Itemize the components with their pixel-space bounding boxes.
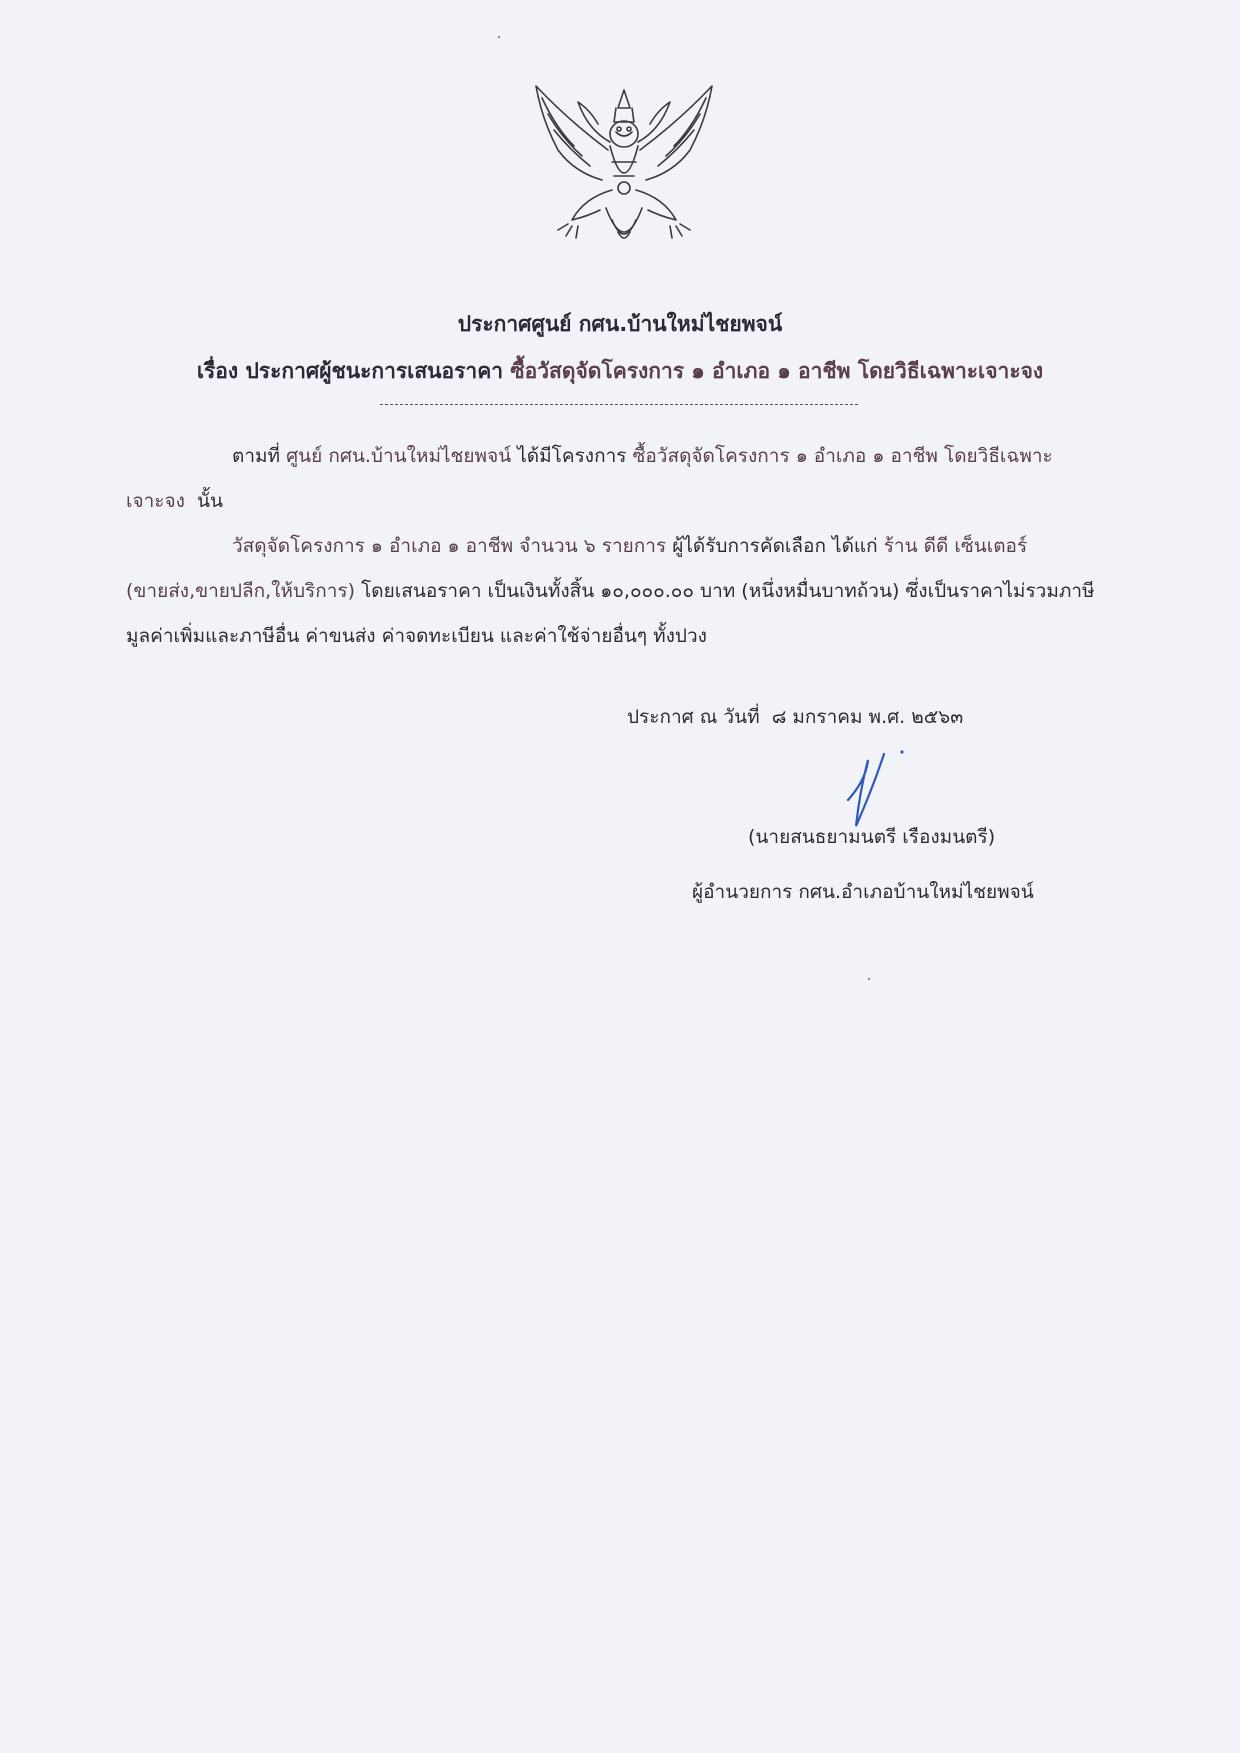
p2-vendor: ร้าน ดีดี เซ็นเตอร์ (ขายส่ง,ขายปลีก,ให้บริการ) [126, 535, 1028, 602]
garuda-emblem-icon [528, 80, 720, 260]
p2-items: วัสดุจัดโครงการ ๑ อำเภอ ๑ อาชีพ จำนวน ๖ รายการ [232, 535, 667, 557]
announcement-date [627, 702, 963, 732]
paragraph-project [126, 434, 1098, 524]
subject-highlight: ซื้อวัสดุจัดโครงการ ๑ อำเภอ ๑ อาชีพ โดยวิธีเฉพาะเจาะจง [510, 359, 1044, 383]
handwritten-signature [838, 740, 918, 830]
p1-office: ศูนย์ กศน.บ้านใหม่ไชยพจน์ [286, 445, 512, 467]
p1-project-name: ซื้อวัสดุจัดโครงการ ๑ อำเภอ ๑ อาชีพ โดยวิธีเฉพาะเจาะจง [126, 445, 1053, 512]
subject-prefix: เรื่อง ประกาศผู้ชนะการเสนอราคา [196, 359, 504, 383]
scan-speck [868, 978, 870, 980]
p2-selected-label: ผู้ได้รับการคัดเลือก ได้แก่ [672, 535, 878, 557]
p1-has-project: ได้มีโครงการ [517, 445, 627, 467]
signer-name: (นายสนธยามนตรี เรืองมนตรี) [748, 826, 996, 848]
p1-end: นั้น [197, 490, 223, 512]
dashed-divider [380, 404, 858, 405]
announcement-subject [0, 355, 1240, 388]
date-label: ประกาศ ณ วันที่ [627, 706, 760, 728]
signer-role: ผู้อำนวยการ กศน.อำเภอบ้านใหม่ไชยพจน์ [692, 881, 1034, 903]
scan-speck [498, 36, 500, 38]
announcement-office-title [0, 308, 1240, 341]
paragraph-winner [126, 524, 1098, 659]
p2-price: โดยเสนอราคา เป็นเงินทั้งสิ้น ๑๐,๐๐๐.๐๐ บาท (หนึ่งหมื่นบาทถ้วน) ซึ่งเป็นราคาไม่รวมภาษีมูลค่าเพิ่มและภาษีอื่น ค่าขนส่ง ค่าจดทะเบียน และค่าใช้จ่ายอื่นๆ ทั้งปวง [126, 580, 1095, 647]
date-value: ๘ มกราคม พ.ศ. ๒๕๖๓ [771, 706, 964, 728]
office-title-text: ประกาศศูนย์ กศน.บ้านใหม่ไชยพจน์ [457, 312, 783, 336]
p1-lead: ตามที่ [232, 445, 281, 467]
